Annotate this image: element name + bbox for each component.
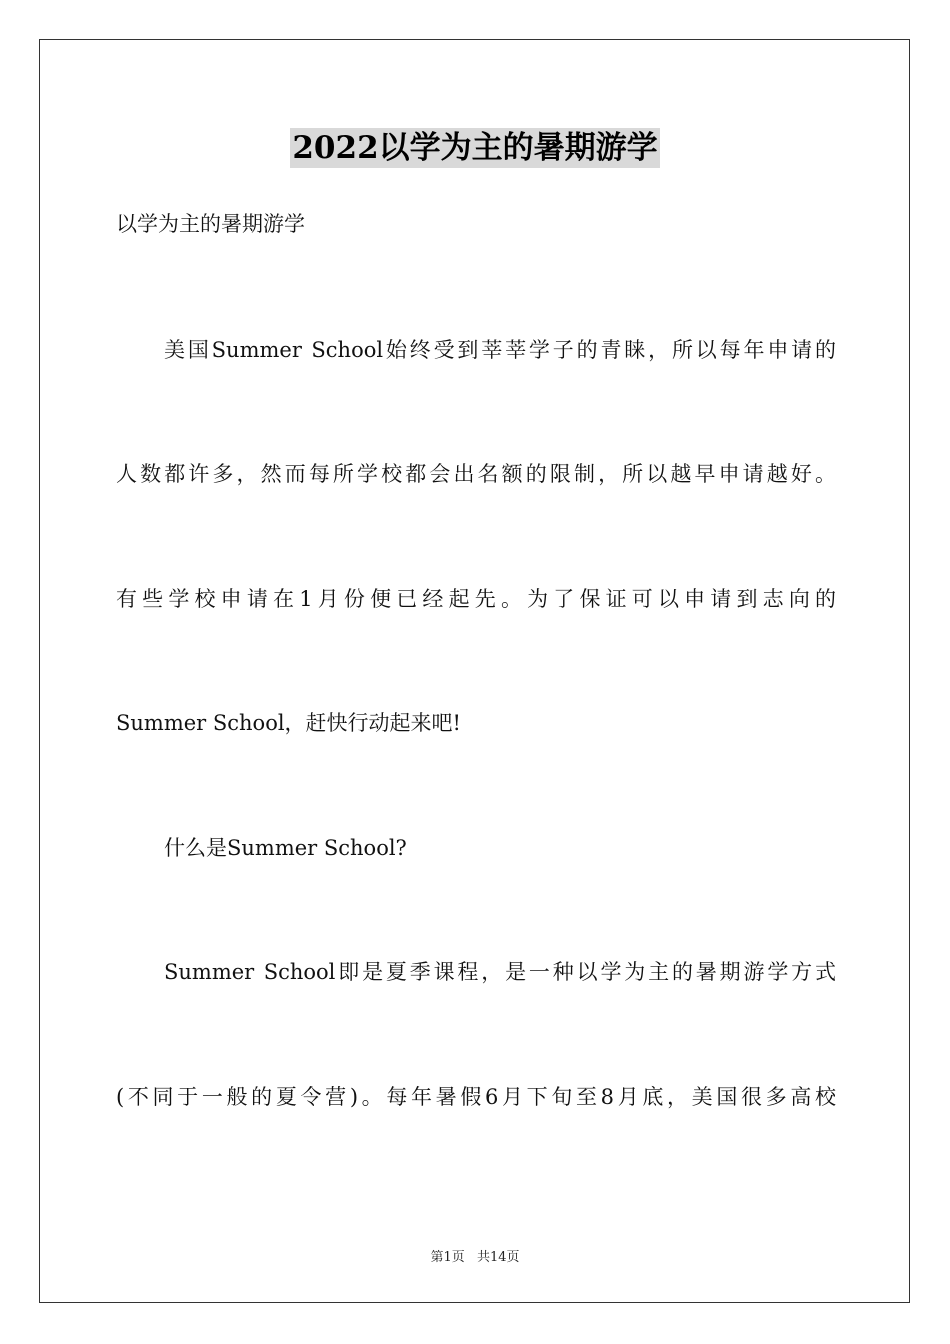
- paragraph-line: 人数都许多，然而每所学校都会出名额的限制，所以越早申请越好。: [116, 462, 836, 486]
- paragraph-line: 有些学校申请在1月份便已经起先。为了保证可以申请到志向的: [116, 587, 836, 611]
- paragraph-line: Summer School即是夏季课程，是一种以学为主的暑期游学方式: [164, 960, 836, 984]
- title-container: [0, 128, 950, 168]
- paragraph-line: 美国Summer School始终受到莘莘学子的青睐，所以每年申请的: [164, 338, 836, 362]
- page-number-current: 第1页: [430, 1250, 465, 1265]
- section-heading: 什么是Summer School?: [164, 836, 407, 860]
- page-footer: [0, 1246, 950, 1265]
- page-number-total: 共14页: [476, 1250, 520, 1265]
- paragraph-line: (不同于一般的夏令营)。每年暑假6月下旬至8月底，美国很多高校: [116, 1085, 836, 1109]
- paragraph-line: Summer School，赶快行动起来吧!: [116, 711, 461, 735]
- document-subtitle: 以学为主的暑期游学: [116, 212, 305, 236]
- document-title: 2022以学为主的暑期游学: [292, 130, 658, 166]
